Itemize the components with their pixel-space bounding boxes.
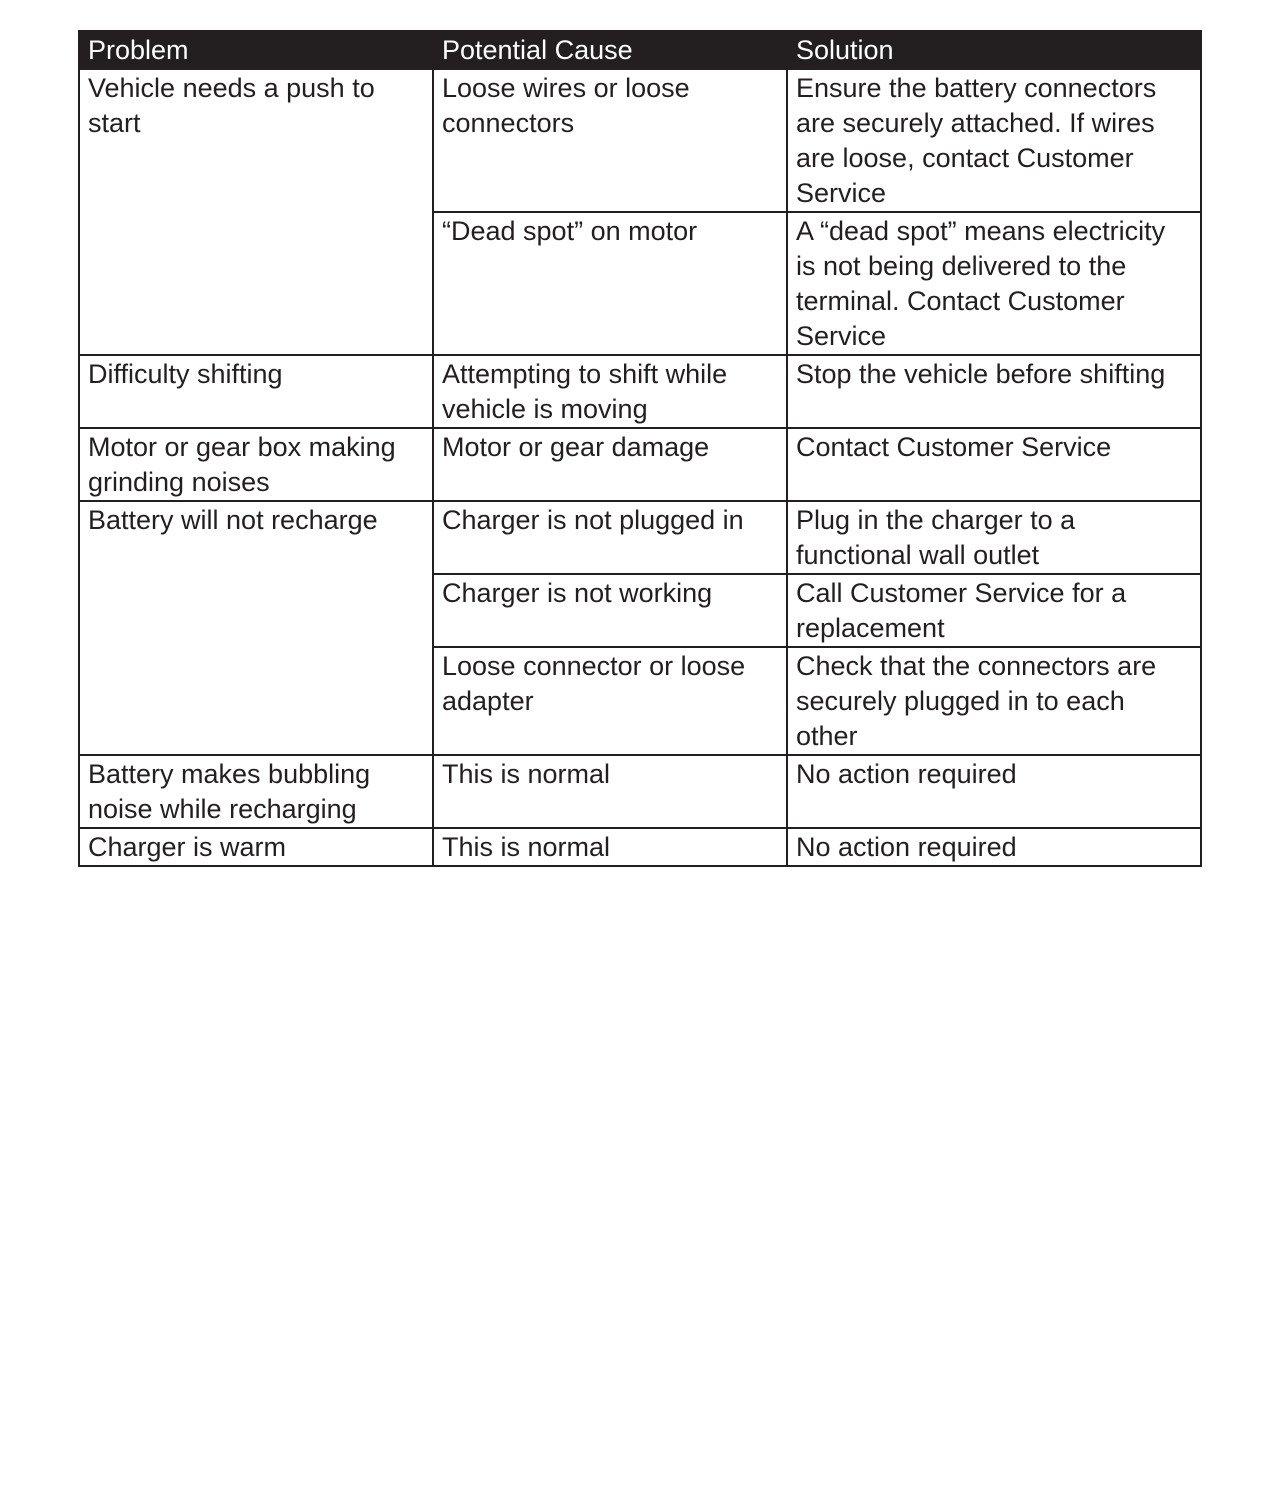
- table-row: [79, 69, 1201, 212]
- solution-cell: Ensure the battery connectors are securely attached. If wires are loose, contact Customer Service: [787, 69, 1201, 212]
- solution-cell: Contact Customer Service: [787, 428, 1201, 501]
- problem-cell: Battery makes bubbling noise while recharging: [79, 755, 433, 828]
- problem-cell: Vehicle needs a push to start: [79, 69, 433, 355]
- table-row: [79, 355, 1201, 428]
- table-header-row: [79, 31, 1201, 69]
- problem-cell: Difficulty shifting: [79, 355, 433, 428]
- cause-cell: Attempting to shift while vehicle is moving: [433, 355, 787, 428]
- problem-cell: Charger is warm: [79, 828, 433, 866]
- solution-cell: Stop the vehicle before shifting: [787, 355, 1201, 428]
- cause-cell: This is normal: [433, 755, 787, 828]
- cause-cell: Charger is not working: [433, 574, 787, 647]
- table-row: [79, 755, 1201, 828]
- problem-cell: Battery will not recharge: [79, 501, 433, 755]
- table-row: [79, 428, 1201, 501]
- cause-cell: Loose wires or loose connectors: [433, 69, 787, 212]
- table-row: [79, 828, 1201, 866]
- cause-cell: This is normal: [433, 828, 787, 866]
- cause-cell: Charger is not plugged in: [433, 501, 787, 574]
- header-problem: Problem: [79, 31, 433, 69]
- solution-cell: No action required: [787, 755, 1201, 828]
- solution-cell: No action required: [787, 828, 1201, 866]
- header-solution: Solution: [787, 31, 1201, 69]
- problem-cell: Motor or gear box making grinding noises: [79, 428, 433, 501]
- solution-cell: Plug in the charger to a functional wall outlet: [787, 501, 1201, 574]
- table-row: [79, 501, 1201, 574]
- cause-cell: “Dead spot” on motor: [433, 212, 787, 355]
- solution-cell: Check that the connectors are securely plugged in to each other: [787, 647, 1201, 755]
- troubleshooting-table: [78, 30, 1202, 867]
- cause-cell: Loose connector or loose adapter: [433, 647, 787, 755]
- header-potential-cause: Potential Cause: [433, 31, 787, 69]
- solution-cell: Call Customer Service for a replacement: [787, 574, 1201, 647]
- cause-cell: Motor or gear damage: [433, 428, 787, 501]
- solution-cell: A “dead spot” means electricity is not being delivered to the terminal. Contact Customer Service: [787, 212, 1201, 355]
